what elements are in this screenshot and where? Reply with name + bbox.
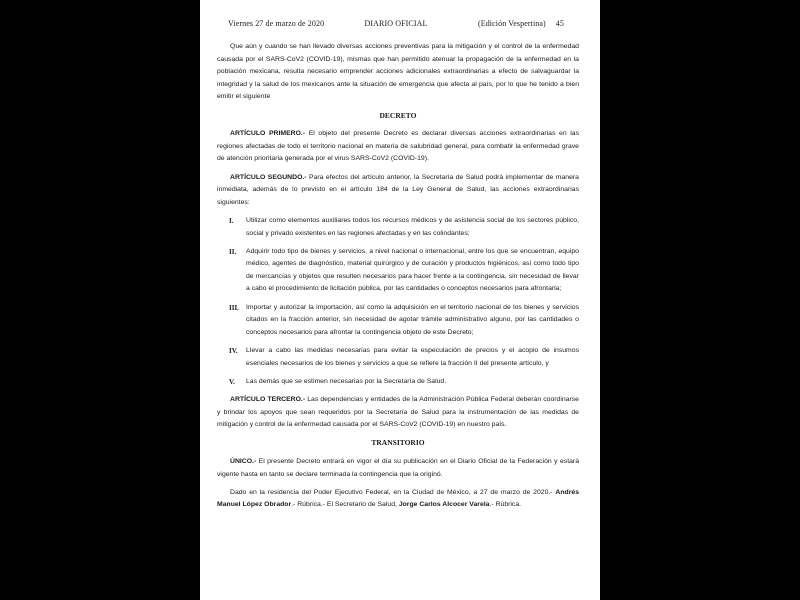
fraccion-text: Utilizar como elementos auxiliares todos los recursos médicos y de asistencia social de los sectores público, social y privado existentes en las regiones afectadas y en las colindantes; (246, 216, 579, 237)
header-page-number: 45 (555, 19, 564, 28)
fraccion-number: I. (229, 216, 234, 225)
fraccion-number: II. (229, 247, 237, 256)
president-name: Andrés Manuel López Obrador (217, 488, 580, 509)
fraccion-number: III. (229, 303, 239, 312)
header-date: Viernes 27 de marzo de 2020 (228, 19, 325, 28)
articulo-tercero-label: ARTÍCULO TERCERO.- (230, 396, 306, 403)
fraccion-text: Las demás que se estimen necesarias por la Secretaría de Salud. (246, 377, 447, 385)
decreto-heading: DECRETO (379, 110, 417, 120)
secretary-name: Jorge Carlos Alcocer Varela (398, 501, 490, 509)
articulo-primero-label: ARTÍCULO PRIMERO.- (230, 130, 306, 138)
header-edition: (Edición Vespertina) (477, 19, 546, 28)
articulo-primero-text: El objeto del presente Decreto es declarar diversas acciones extraordinarias en las regiones afectadas de todo el territorio nacional en materia de salubridad general, para combatir la enfermedad grave de atención prioritaria generada por el virus SARS-CoV2 (COVID-19). (217, 130, 579, 163)
fraccion-item (229, 376, 579, 389)
fraccion-number: IV. (229, 347, 238, 356)
articulo-segundo-label: ARTÍCULO SEGUNDO.- (230, 173, 307, 181)
fraccion-text: Adquirir todo tipo de bienes y servicios, a nivel nacional o internacional, entre los que se encuentran, equipo médico, agentes de diagnóstico, material quirúrgico y de curación y productos higiénicos, así como todo tipo de mercancías y objetos que resulten necesarios para hacer frente a la contingencia, sin necesidad de llevar a cabo el procedimiento de licitación pública, por las cantidades o conceptos necesarios para afrontarla; (246, 247, 579, 293)
articulo-segundo-text: Para efectos del artículo anterior, la Secretaría de Salud podrá implementar de manera inmediata, además de lo previsto en el artículo 184 de la Ley General de Salud, las acciones extraordinarias siguientes: (217, 173, 579, 206)
transitorio-heading: TRANSITORIO (371, 438, 425, 448)
fraccion-item (229, 246, 579, 296)
articulo-tercero (217, 394, 579, 432)
articulo-segundo (217, 172, 579, 210)
unico-paragraph (217, 456, 579, 481)
fraccion-text: Llevar a cabo las medidas necesarias para evitar la especulación de precios y el acopio de insumos esenciales necesarios de los bienes y servicios a que se refiere la fracción II del presente artículo, y (246, 347, 579, 367)
document-page (200, 0, 600, 600)
header-publication: DIARIO OFICIAL (364, 19, 428, 28)
fraccion-item (229, 345, 579, 370)
closing-rubrica-2: .- Rúbrica. (489, 501, 522, 509)
closing-paragraph (217, 487, 579, 512)
header-right (468, 19, 564, 28)
articulo-primero (217, 128, 579, 166)
fraccion-item (229, 302, 579, 340)
intro-paragraph: Que aún y cuando se han llevado diversas acciones preventivas para la mitigación y el control de la enfermedad causada por el SARS-CoV2 (COVID-19), mismas que han permitido atenuar la propagación de la enfermedad en la población mexicana, resulta necesario emprender acciones adicionales extraordinarias a efecto de salvaguardar la integridad y la salud de los mexicanos ante la situación de emergencia que afecta al país, por lo que he tenido a bien emitir el siguiente (217, 43, 579, 101)
unico-label: ÚNICO.- (230, 457, 257, 465)
fraccion-text: Importar y autorizar la importación, así como la adquisición en el territorio nacional de los bienes y servicios citados en la fracción anterior, sin necesidad de agotar trámite administrativo alguno, por las cantidades o conceptos necesarios para afrontar la contingencia objeto de este Decreto; (246, 303, 579, 336)
closing-rubrica-1: .- Rúbrica.- El Secretario de Salud, (291, 501, 399, 509)
page-header (228, 19, 564, 28)
fraccion-number: V. (229, 377, 235, 386)
closing-dado: Dado en la residencia del Poder Ejecutivo Federal, en la Ciudad de México, a 27 de marzo de 2020.- (230, 488, 553, 496)
articulo-tercero-text: Las dependencias y entidades de la Administración Pública Federal deberán coordinarse y brindar los apoyos que sean requeridos por la Secretaría de Salud para la instrumentación de las medidas de mitigación y control de la enfermedad causada por el SARS-CoV2 (COVID-19) en nuestro país. (217, 396, 579, 429)
fraccion-item (229, 215, 579, 240)
document-body (217, 41, 579, 518)
unico-text: El presente Decreto entrará en vigor el día su publicación en el Diario Oficial de la Federación y estará vigente hasta en tanto se declare terminada la contingencia que la originó. (217, 457, 579, 478)
